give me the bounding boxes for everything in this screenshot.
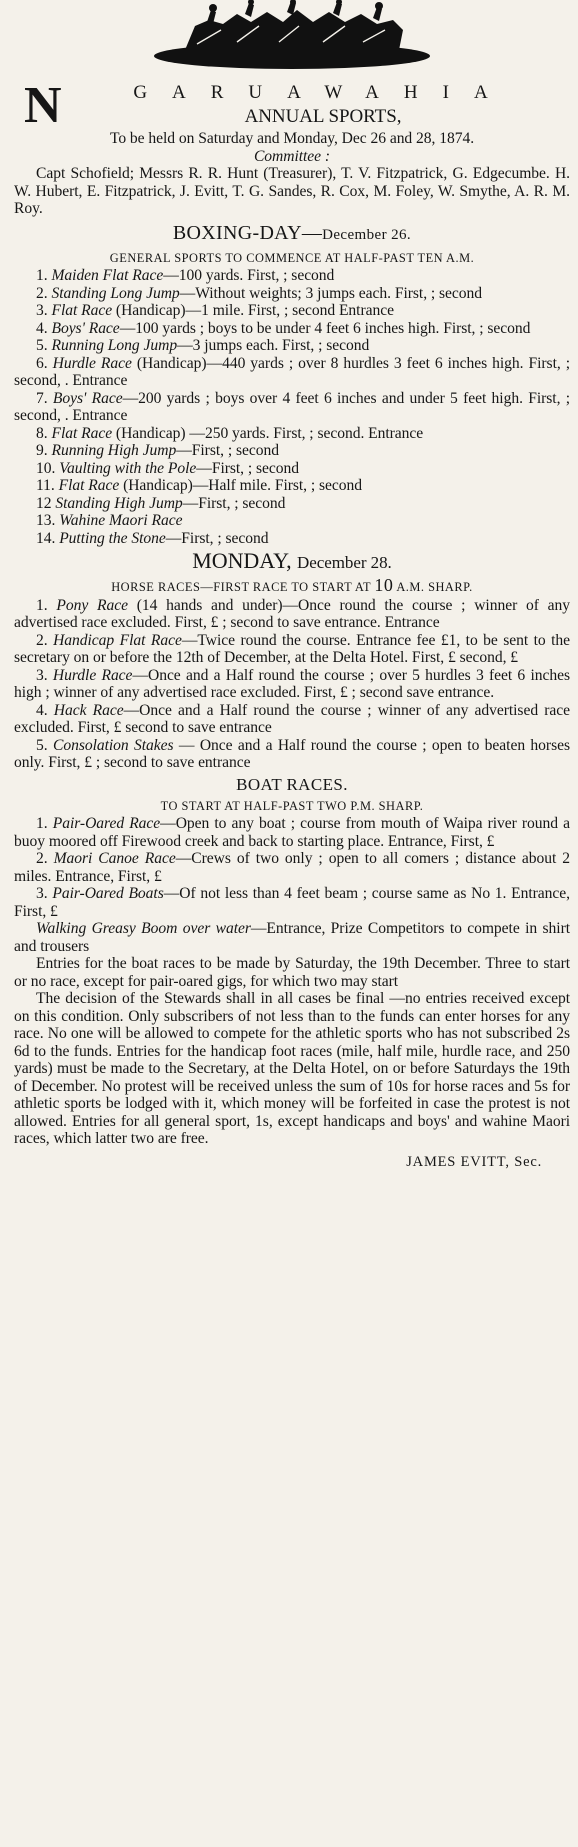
boat-races-subheading: TO START AT HALF-PAST TWO P.M. SHARP.: [160, 798, 424, 813]
town-title: GARUAWAHIA: [133, 82, 513, 103]
list-item: 11. Flat Race (Handicap)—Half mile. First, ; second: [36, 477, 363, 494]
horse-races-subheading: HORSE RACES—FIRST RACE TO START AT 10 A.M. SHARP.: [111, 575, 473, 595]
list-item: 14. Putting the Stone—First, ; second: [36, 529, 269, 547]
list-item: 3. Hurdle Race—Once and a Half round the course ; over 5 hurdles 3 feet 6 inches high ; winner of any advertised race excluded. First, £ ; second save entrance.: [14, 666, 570, 701]
committee-text: Capt Schofield; Messrs R. R. Hunt (Treasurer), T. V. Fitzpatrick, G. Edgecumbe. H. W. Hubert, E. Fitzpatrick, J. Evitt, T. G. Sandes, R. Cox, M. Foley, W. Smythe, A. R. M. Roy.: [14, 165, 570, 217]
list-item: 5. Running Long Jump—3 jumps each. First, ; second: [36, 337, 370, 354]
list-item: 2. Maori Canoe Race—Crews of two only ; open to all comers ; distance about 2 miles. Entrance, First, £: [14, 850, 570, 885]
list-item: 1. Pair-Oared Race—Open to any boat ; course from mouth of Waipa river round a buoy moored off Firewood creek and back to starting place. Entrance, First, £: [14, 815, 570, 850]
list-item: 13. Wahine Maori Race: [36, 512, 183, 529]
list-item: 6. Hurdle Race (Handicap)—440 yards ; over 8 hurdles 3 feet 6 inches high. First, ; second, . Entrance: [14, 354, 570, 389]
advertisement: [14, 0, 570, 1171]
horse-race-events: [14, 597, 570, 772]
signature: JAMES EVITT, Sec.: [406, 1153, 542, 1170]
list-item: 5. Consolation Stakes — Once and a Half round the course ; open to beaten horses only. First, £ ; second to save entrance: [14, 736, 570, 771]
list-item: 3. Pair-Oared Boats—Of not less than 4 feet beam ; course same as No 1. Entrance, First, £: [14, 885, 570, 920]
boxing-day-events: [14, 267, 570, 547]
list-item: 1. Maiden Flat Race—100 yards. First, ; second: [36, 267, 335, 284]
entries-notice: Entries for the boat races to be made by Saturday, the 19th December. Three to start or no race, except for pair-oared gigs, for which two may start: [14, 955, 570, 990]
boat-race-events: [14, 815, 570, 955]
list-item: 2. Standing Long Jump—Without weights; 3 jumps each. First, ; second: [36, 284, 483, 302]
list-item: 8. Flat Race (Handicap) —250 yards. First, ; second. Entrance: [36, 424, 424, 442]
committee-label: Committee :: [253, 147, 331, 165]
masthead: [14, 77, 570, 134]
list-item: 2. Handicap Flat Race—Twice round the course. Entrance fee £1, to be sent to the secretary on or before the 12th of December, at the Delta Hotel. First, £ second, £: [14, 631, 570, 666]
list-item: 4. Hack Race—Once and a Half round the course ; winner of any advertised race excluded. First, £ second to save entrance: [14, 701, 570, 736]
stewards-notice: The decision of the Stewards shall in all cases be final —no entries received except on this condition. Only subscribers of not less than to the funds can enter horses for any race. No one will be allowed to compete for the athletic sports who has not subscribed 2s 6d to the funds. Entries for the handicap foot races (mile, half mile, hurdle race, and 250 yards) must be made to the Secretary, at the Delta Hotel, on or before Saturdays the 19th of December. No protest will be received unless the sum of 10s for horse races and 5s for athletic sports be lodged with it, which money will be forfeited in case the protest is not allowed. Entries for all general sport, 1s, except handicaps and boys' and wahine Maori races, which latter two are free.: [14, 990, 570, 1147]
list-item: 7. Boys' Race—200 yards ; boys over 4 feet 6 inches and under 5 feet high. First, ; second, . Entrance: [14, 389, 571, 424]
boxing-day-heading: BOXING-DAY—December 26.: [172, 221, 412, 244]
dates-line: To be held on Saturday and Monday, Dec 26 and 28, 1874.: [109, 130, 475, 147]
drop-cap: N: [24, 77, 62, 134]
list-item: 4. Boys' Race—100 yards ; boys to be under 4 feet 6 inches high. First, ; second: [36, 319, 531, 337]
boat-races-heading: BOAT RACES.: [236, 774, 348, 794]
list-item: 12 Standing High Jump—First, ; second: [36, 494, 286, 512]
event-title: ANNUAL SPORTS,: [244, 106, 402, 127]
list-item: 1. Pony Race (14 hands and under)—Once round the course ; winner of any advertised race excluded. First, £ ; second to save entrance. Entrance: [14, 596, 570, 631]
list-item: 9. Running High Jump—First, ; second: [36, 442, 279, 459]
list-item: Walking Greasy Boom over water—Entrance, Prize Competitors to compete in shirt and trousers: [14, 920, 570, 955]
horse-race-woodcut-icon: [147, 0, 437, 72]
boxing-day-subheading: GENERAL SPORTS TO COMMENCE AT HALF-PAST TEN A.M.: [109, 250, 475, 265]
monday-heading: MONDAY, December 28.: [192, 548, 392, 573]
list-item: 3. Flat Race (Handicap)—1 mile. First, ; second Entrance: [36, 302, 394, 319]
list-item: 10. Vaulting with the Pole—First, ; second: [36, 459, 300, 477]
